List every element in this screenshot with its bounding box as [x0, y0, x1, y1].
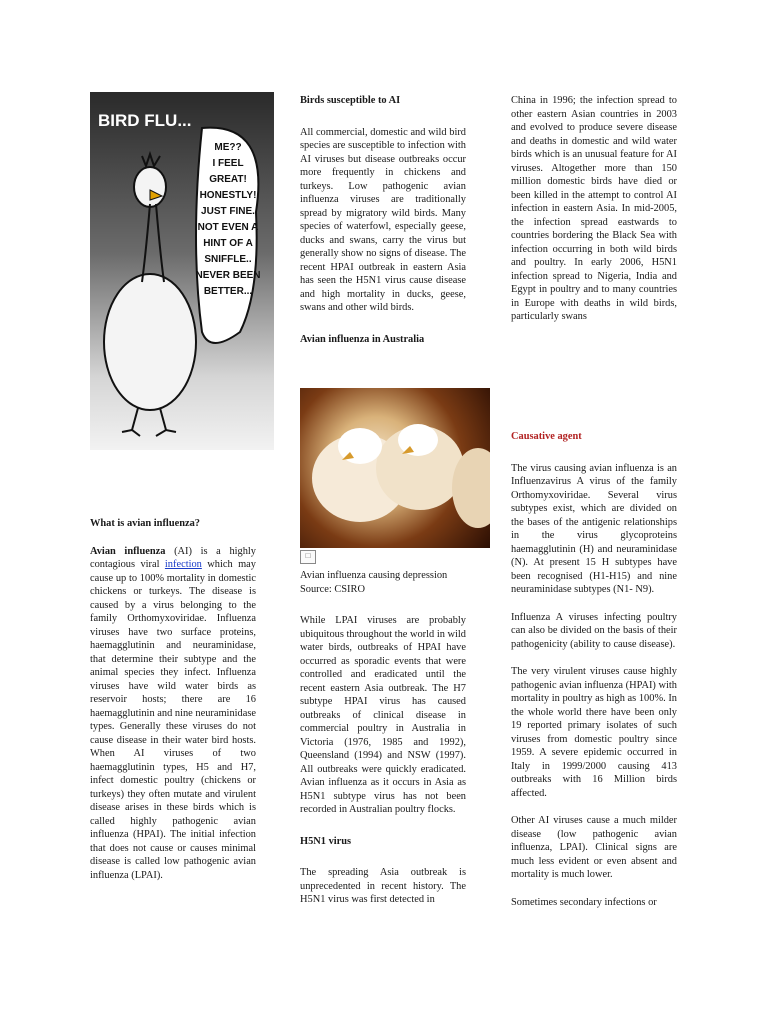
heading-birds-susceptible: Birds susceptible to AI	[300, 95, 401, 106]
photo-caption: Avian influenza causing depression	[300, 570, 448, 581]
h5n1-paragraph: The spreading Asia outbreak is unprecedented in recent history. The H5N1 virus was first detected in	[300, 867, 466, 905]
chicken-head	[134, 167, 166, 207]
speech-line: NEVER BEEN	[195, 270, 261, 281]
birds-susceptible-paragraph: All commercial, domestic and wild bird species are susceptible to infection with AI viruses but disease outbreaks occur more frequently in chickens and turkeys. Low pathogenic avian influenza viruses are traditionally spread by migratory wild birds. Many species of waterfowl, especially geese, ducks and swans, carry the virus but generally show no signs of disease. The recent HPAI outbreak in eastern Asia has seen the H5N1 virus cause disease and high mortality in ducks, geese, swans and other wild birds.	[300, 126, 466, 313]
heading-what-is-ai: What is avian influenza?	[90, 518, 200, 529]
speech-line: GREAT!	[209, 174, 247, 185]
speech-line: ME??	[214, 142, 242, 153]
chicken-feet	[122, 430, 176, 436]
intro-text-a: (AI) is a highly contagious viral	[90, 545, 256, 570]
intro-text-b: which may cause up to 100% mortality in domestic chickens or turkeys. The disease is caused by a virus belonging to the family Orthomyxoviridae. Influenza viruses have two surface proteins, haemagglutinin and neuraminidase, that determine their subtype and the animal species they infect. Influenza viruses have wild water birds as reservoir hosts; there are 16 haemagglutinin and nine neuraminidase types. Generally these viruses do not cause disease in their water bird hosts. When AI viruses of two haemagglutinin types, H5 and H7, infect domestic poultry (chickens or turkeys) they often mutate and virulent disease arises in these birds which is called highly pathogenic avian influenza (HPAI). The initial infection that does not cause or causes minimal disease is called low pathogenic avian influenza (LPAI).	[90, 559, 256, 881]
column-2-bottom	[300, 569, 466, 907]
column-2-top	[300, 94, 466, 346]
speech-line: JUST FINE.	[201, 206, 255, 217]
photo-source: Source: CSIRO	[300, 583, 365, 595]
cartoon-title: BIRD FLU...	[98, 111, 192, 130]
lpai-paragraph: Other AI viruses cause a much milder disease (low pathogenic avian influenza, LPAI). Clinical signs are much less evident or even absent and mortality is much lower.	[511, 815, 677, 880]
heading-causative-agent: Causative agent	[511, 431, 582, 442]
speech-line: HINT OF A	[203, 238, 253, 249]
column-1	[90, 517, 256, 882]
speech-line: SNIFFLE..	[204, 254, 252, 265]
intro-paragraph	[90, 545, 256, 883]
speech-line: HONESTLY!	[199, 190, 257, 201]
cartoon-drawing	[90, 92, 274, 450]
chicken-body	[104, 274, 196, 410]
column-3-top	[511, 94, 677, 324]
speech-line: BETTER...	[203, 286, 253, 297]
heading-h5n1: H5N1 virus	[300, 835, 352, 847]
chicken-comb	[142, 154, 160, 166]
infection-link[interactable]: infection	[164, 559, 202, 570]
column-3-bottom	[511, 430, 677, 909]
image-placeholder-icon: □	[300, 550, 316, 564]
speech-line: I FEEL	[212, 158, 244, 169]
secondary-infections-paragraph: Sometimes secondary infections or	[511, 896, 657, 908]
pathogenicity-paragraph: Influenza A viruses infecting poultry can also be divided on the basis of their pathogenicity (ability to cause disease).	[511, 611, 677, 650]
australia-paragraph: While LPAI viruses are probably ubiquitous throughout the world in wild water birds, outbreaks of HPAI have occurred as sporadic events that were controlled and eradicated until the recent eastern Asia outbreak. The H7 subtype HPAI virus has caused outbreaks of clinical disease in commercial poultry in Australia in Victoria (1976, 1985 and 1992), Queensland (1994) and NSW (1997). All outbreaks were quickly eradicated. Avian influenza as it occurs in Asia as H5N1 subtype virus has not been recorded in Australian poultry flocks.	[300, 615, 466, 815]
term-avian-influenza: Avian influenza	[90, 545, 166, 557]
spread-paragraph: China in 1996; the infection spread to other eastern Asian countries in 2003 and evolved to produce severe disease and deaths in domestic and wild water birds which is an unusual feature for AI viruses. Altogether more than 150 million domestic birds have died or been killed in the attempt to control AI infection in eastern Asia. In mid-2005, the infection spread eastwards to countries bordering the Black Sea with infection occurring in both wild birds and poultry. In early 2006, H5N1 infection spread to Nigeria, India and Egypt in poultry and to many countries in Europe with deaths in wild birds, particularly swans	[511, 95, 677, 322]
bird-flu-cartoon	[90, 92, 274, 450]
chicks-photo	[300, 388, 490, 548]
causative-paragraph: The virus causing avian influenza is an Influenzavirus A virus of the family Orthomyxoviridae. Several virus subtypes exist, which are divided on the bases of the antigenic relationships in the virus glycoproteins haemagglutinin (H) and neuraminidase (N). At present 15 H subtypes have been recognised (H1-H15) and nine neuraminidase subtypes (N1- N9).	[511, 462, 677, 595]
hpai-paragraph: The very virulent viruses cause highly pathogenic avian influenza (HPAI) with mortality in poultry as high as 100%. In the whole world there have been only 19 reported primary isolates of such viruses from domestic poultry since 1959. A severe epidemic occurred in Italy in 1999/2000 causing 413 outbreaks with 16 Million birds affected.	[511, 666, 677, 799]
speech-line: NOT EVEN A	[197, 222, 259, 233]
heading-ai-australia: Avian influenza in Australia	[300, 333, 425, 345]
